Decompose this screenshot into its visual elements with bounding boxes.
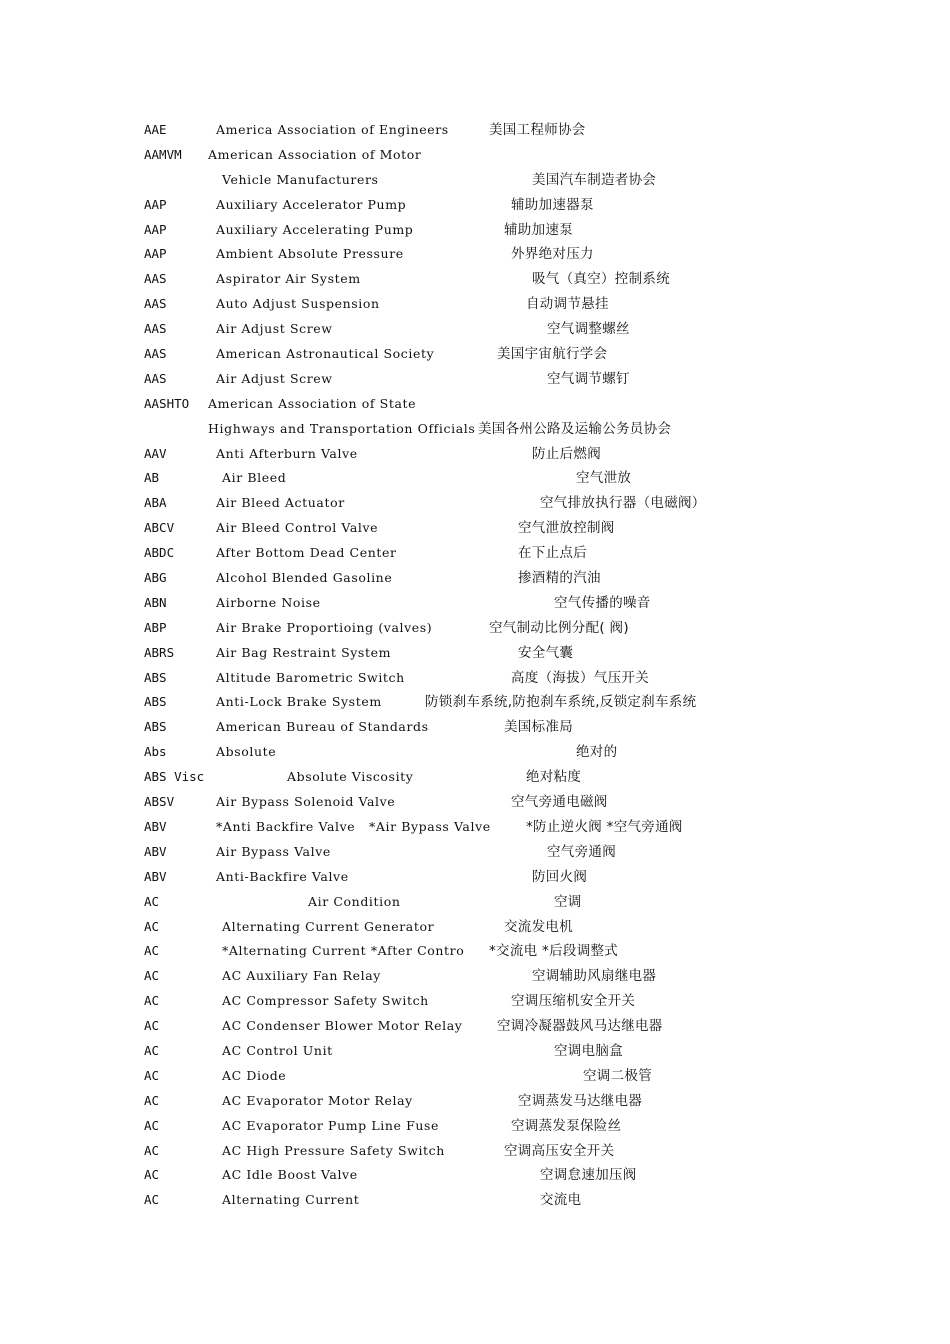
glossary-row (0, 739, 950, 764)
chinese-term: *防止逆火阀 *空气旁通阀 (526, 818, 683, 835)
glossary-row (0, 665, 950, 690)
english-term: Highways and Transportation Officials (208, 420, 476, 436)
chinese-term: 空调电脑盒 (554, 1042, 623, 1059)
english-term: Air Condition (308, 893, 401, 909)
english-term: Air Bleed (222, 470, 287, 486)
chinese-term: 美国标准局 (504, 719, 573, 736)
abbreviation: ABCV (144, 520, 175, 536)
glossary-row (0, 366, 950, 391)
english-term: Absolute (216, 744, 277, 760)
english-term: Air Bag Restraint System (216, 644, 392, 660)
glossary-row (0, 615, 950, 640)
chinese-term: 防锁刹车系统,防抱刹车系统,反锁定刹车系统 (425, 694, 697, 711)
chinese-term: 空气传播的噪音 (554, 594, 651, 611)
abbreviation: ABDC (144, 545, 175, 561)
chinese-term: 空调压缩机安全开关 (511, 993, 636, 1010)
chinese-term: 空调蒸发马达继电器 (518, 1092, 643, 1109)
glossary-row (0, 266, 950, 291)
glossary-row (0, 889, 950, 914)
english-term: AC Auxiliary Fan Relay (222, 968, 381, 984)
glossary-row (0, 416, 950, 441)
chinese-term: 交流发电机 (504, 918, 573, 935)
english-term: AC Diode (222, 1067, 287, 1083)
english-term: Airborne Noise (216, 594, 321, 610)
glossary-row (0, 963, 950, 988)
chinese-term: 空气调节螺钉 (547, 370, 630, 387)
english-term: American Association of Motor (208, 146, 422, 162)
glossary-row (0, 117, 950, 142)
abbreviation: ABS (144, 719, 167, 735)
glossary-row (0, 1013, 950, 1038)
glossary-row (0, 938, 950, 963)
glossary-row (0, 441, 950, 466)
glossary-row (0, 590, 950, 615)
english-term: Air Bypass Solenoid Valve (216, 794, 396, 810)
chinese-term: 空气旁通阀 (547, 843, 616, 860)
glossary-row (0, 1162, 950, 1187)
glossary-row (0, 714, 950, 739)
english-term: AC Evaporator Pump Line Fuse (222, 1117, 440, 1133)
abbreviation: AASHTO (144, 395, 190, 411)
english-term: *Anti Backfire Valve *Air Bypass Valve (216, 818, 491, 834)
english-term: Altitude Barometric Switch (216, 669, 405, 685)
english-term: Air Adjust Screw (216, 370, 333, 386)
chinese-term: 辅助加速器泵 (511, 196, 594, 213)
english-term: AC Condenser Blower Motor Relay (222, 1018, 463, 1034)
chinese-term: 防止后燃阀 (532, 445, 601, 462)
glossary-row (0, 540, 950, 565)
glossary-row (0, 465, 950, 490)
chinese-term: 空气制动比例分配( 阀) (489, 619, 629, 636)
abbreviation: ABA (144, 495, 167, 511)
abbreviation: AAP (144, 196, 167, 212)
glossary-row (0, 291, 950, 316)
glossary-row (0, 341, 950, 366)
english-term: Absolute Viscosity (287, 769, 414, 785)
chinese-term: 自动调节悬挂 (526, 296, 609, 313)
chinese-term: 美国汽车制造者协会 (532, 171, 657, 188)
glossary-row (0, 839, 950, 864)
abbreviation: ABG (144, 570, 167, 586)
english-term: American Astronautical Society (216, 346, 435, 362)
abbreviation: AAP (144, 246, 167, 262)
english-term: AC Control Unit (222, 1042, 333, 1058)
abbreviation: AC (144, 918, 160, 934)
chinese-term: 绝对的 (576, 744, 618, 761)
chinese-term: 在下止点后 (518, 545, 587, 562)
chinese-term: 空调冷凝器鼓风马达继电器 (497, 1018, 663, 1035)
english-term: *Alternating Current *After Contro (222, 943, 465, 959)
abbreviation: AB (144, 470, 160, 486)
english-term: Anti Afterburn Valve (216, 445, 358, 461)
glossary-row (0, 1038, 950, 1063)
chinese-term: 空调辅助风扇继电器 (532, 968, 657, 985)
glossary-row (0, 316, 950, 341)
chinese-term: 空气调整螺丝 (547, 321, 630, 338)
english-term: AC Compressor Safety Switch (222, 993, 429, 1009)
glossary-row (0, 1187, 950, 1212)
abbreviation: AAE (144, 122, 167, 137)
abbreviation: AAS (144, 370, 167, 386)
english-term: Aspirator Air System (216, 271, 361, 287)
abbreviation: ABV (144, 868, 167, 884)
chinese-term: 吸气（真空）控制系统 (532, 271, 670, 288)
chinese-term: 空气旁通电磁阀 (511, 794, 608, 811)
abbreviation: ABSV (144, 794, 175, 810)
abbreviation: AC (144, 1142, 160, 1158)
abbreviation: AAS (144, 296, 167, 312)
glossary-row (0, 167, 950, 192)
abbreviation: AAS (144, 271, 167, 287)
chinese-term: 空调怠速加压阀 (540, 1167, 637, 1184)
chinese-term: 美国各州公路及运输公务员协会 (478, 420, 672, 437)
chinese-term: 空调蒸发泵保险丝 (511, 1117, 622, 1134)
glossary-row (0, 1063, 950, 1088)
english-term: Ambient Absolute Pressure (216, 246, 404, 262)
glossary-row (0, 241, 950, 266)
glossary-row (0, 217, 950, 242)
chinese-term: 美国宇宙航行学会 (497, 346, 608, 363)
chinese-term: 空调 (554, 893, 582, 910)
abbreviation: AC (144, 1042, 160, 1058)
glossary-row (0, 689, 950, 714)
english-term: Air Bleed Actuator (216, 495, 345, 511)
english-term: Air Bypass Valve (216, 843, 331, 859)
english-term: America Association of Engineers (216, 122, 449, 137)
glossary-row (0, 814, 950, 839)
chinese-term: 高度（海拔）气压开关 (511, 669, 649, 686)
abbreviation: AC (144, 993, 160, 1009)
chinese-term: 掺酒精的汽油 (518, 570, 601, 587)
glossary-row (0, 988, 950, 1013)
english-term: American Association of State (208, 395, 417, 411)
abbreviation: ABV (144, 818, 167, 834)
abbreviation: ABS (144, 694, 167, 710)
english-term: Air Adjust Screw (216, 321, 333, 337)
chinese-term: 空气泄放 (576, 470, 632, 487)
english-term: Alternating Current Generator (222, 918, 435, 934)
abbreviation: AC (144, 968, 160, 984)
abbreviation: AC (144, 943, 160, 959)
abbreviation: AAS (144, 346, 167, 362)
abbreviation: ABP (144, 619, 167, 635)
english-term: After Bottom Dead Center (216, 545, 397, 561)
abbreviation: AAS (144, 321, 167, 337)
glossary-row (0, 640, 950, 665)
english-term: Anti-Lock Brake System (216, 694, 382, 710)
english-term: Auto Adjust Suspension (216, 296, 380, 312)
chinese-term: 空气排放执行器（电磁阀） (540, 495, 706, 512)
glossary-row (0, 142, 950, 167)
abbreviation: AC (144, 1192, 160, 1208)
english-term: Air Brake Proportioing (valves) (216, 619, 433, 635)
english-term: Alcohol Blended Gasoline (216, 570, 393, 586)
chinese-term: 空调高压安全开关 (504, 1142, 615, 1159)
english-term: Anti-Backfire Valve (216, 868, 349, 884)
abbreviation: ABRS (144, 644, 175, 660)
abbreviation-glossary (0, 117, 950, 1212)
chinese-term: 辅助加速泵 (504, 221, 573, 238)
abbreviation: AAV (144, 445, 167, 461)
abbreviation: AAP (144, 221, 167, 237)
chinese-term: *交流电 *后段调整式 (489, 943, 619, 960)
abbreviation: AC (144, 1167, 160, 1183)
abbreviation: ABV (144, 843, 167, 859)
chinese-term: 交流电 (540, 1192, 582, 1209)
english-term: Auxiliary Accelerator Pump (216, 196, 407, 212)
glossary-row (0, 1113, 950, 1138)
english-term: Alternating Current (222, 1192, 360, 1208)
abbreviation: ABS Visc (144, 769, 205, 785)
english-term: Auxiliary Accelerating Pump (216, 221, 414, 237)
glossary-row (0, 192, 950, 217)
english-term: AC High Pressure Safety Switch (222, 1142, 445, 1158)
glossary-row (0, 490, 950, 515)
glossary-row (0, 764, 950, 789)
english-term: American Bureau of Standards (216, 719, 429, 735)
chinese-term: 绝对粘度 (526, 769, 582, 786)
abbreviation: AC (144, 1092, 160, 1108)
english-term: Vehicle Manufacturers (222, 171, 379, 187)
english-term: AC Idle Boost Valve (222, 1167, 358, 1183)
chinese-term: 空气泄放控制阀 (518, 520, 615, 537)
abbreviation: AC (144, 893, 160, 909)
glossary-row (0, 1138, 950, 1163)
chinese-term: 安全气囊 (518, 644, 574, 661)
chinese-term: 美国工程师协会 (489, 122, 586, 138)
glossary-row (0, 515, 950, 540)
glossary-row (0, 914, 950, 939)
english-term: AC Evaporator Motor Relay (222, 1092, 413, 1108)
english-term: Air Bleed Control Valve (216, 520, 379, 536)
glossary-row (0, 789, 950, 814)
chinese-term: 空调二极管 (583, 1067, 652, 1084)
abbreviation: ABN (144, 594, 167, 610)
abbreviation: ABS (144, 669, 167, 685)
abbreviation: AC (144, 1117, 160, 1133)
abbreviation: AAMVM (144, 146, 182, 162)
glossary-row (0, 864, 950, 889)
abbreviation: AC (144, 1067, 160, 1083)
abbreviation: Abs (144, 744, 167, 760)
abbreviation: AC (144, 1018, 160, 1034)
glossary-row (0, 565, 950, 590)
chinese-term: 防回火阀 (532, 868, 588, 885)
glossary-row (0, 1088, 950, 1113)
glossary-row (0, 391, 950, 416)
chinese-term: 外界绝对压力 (511, 246, 594, 263)
